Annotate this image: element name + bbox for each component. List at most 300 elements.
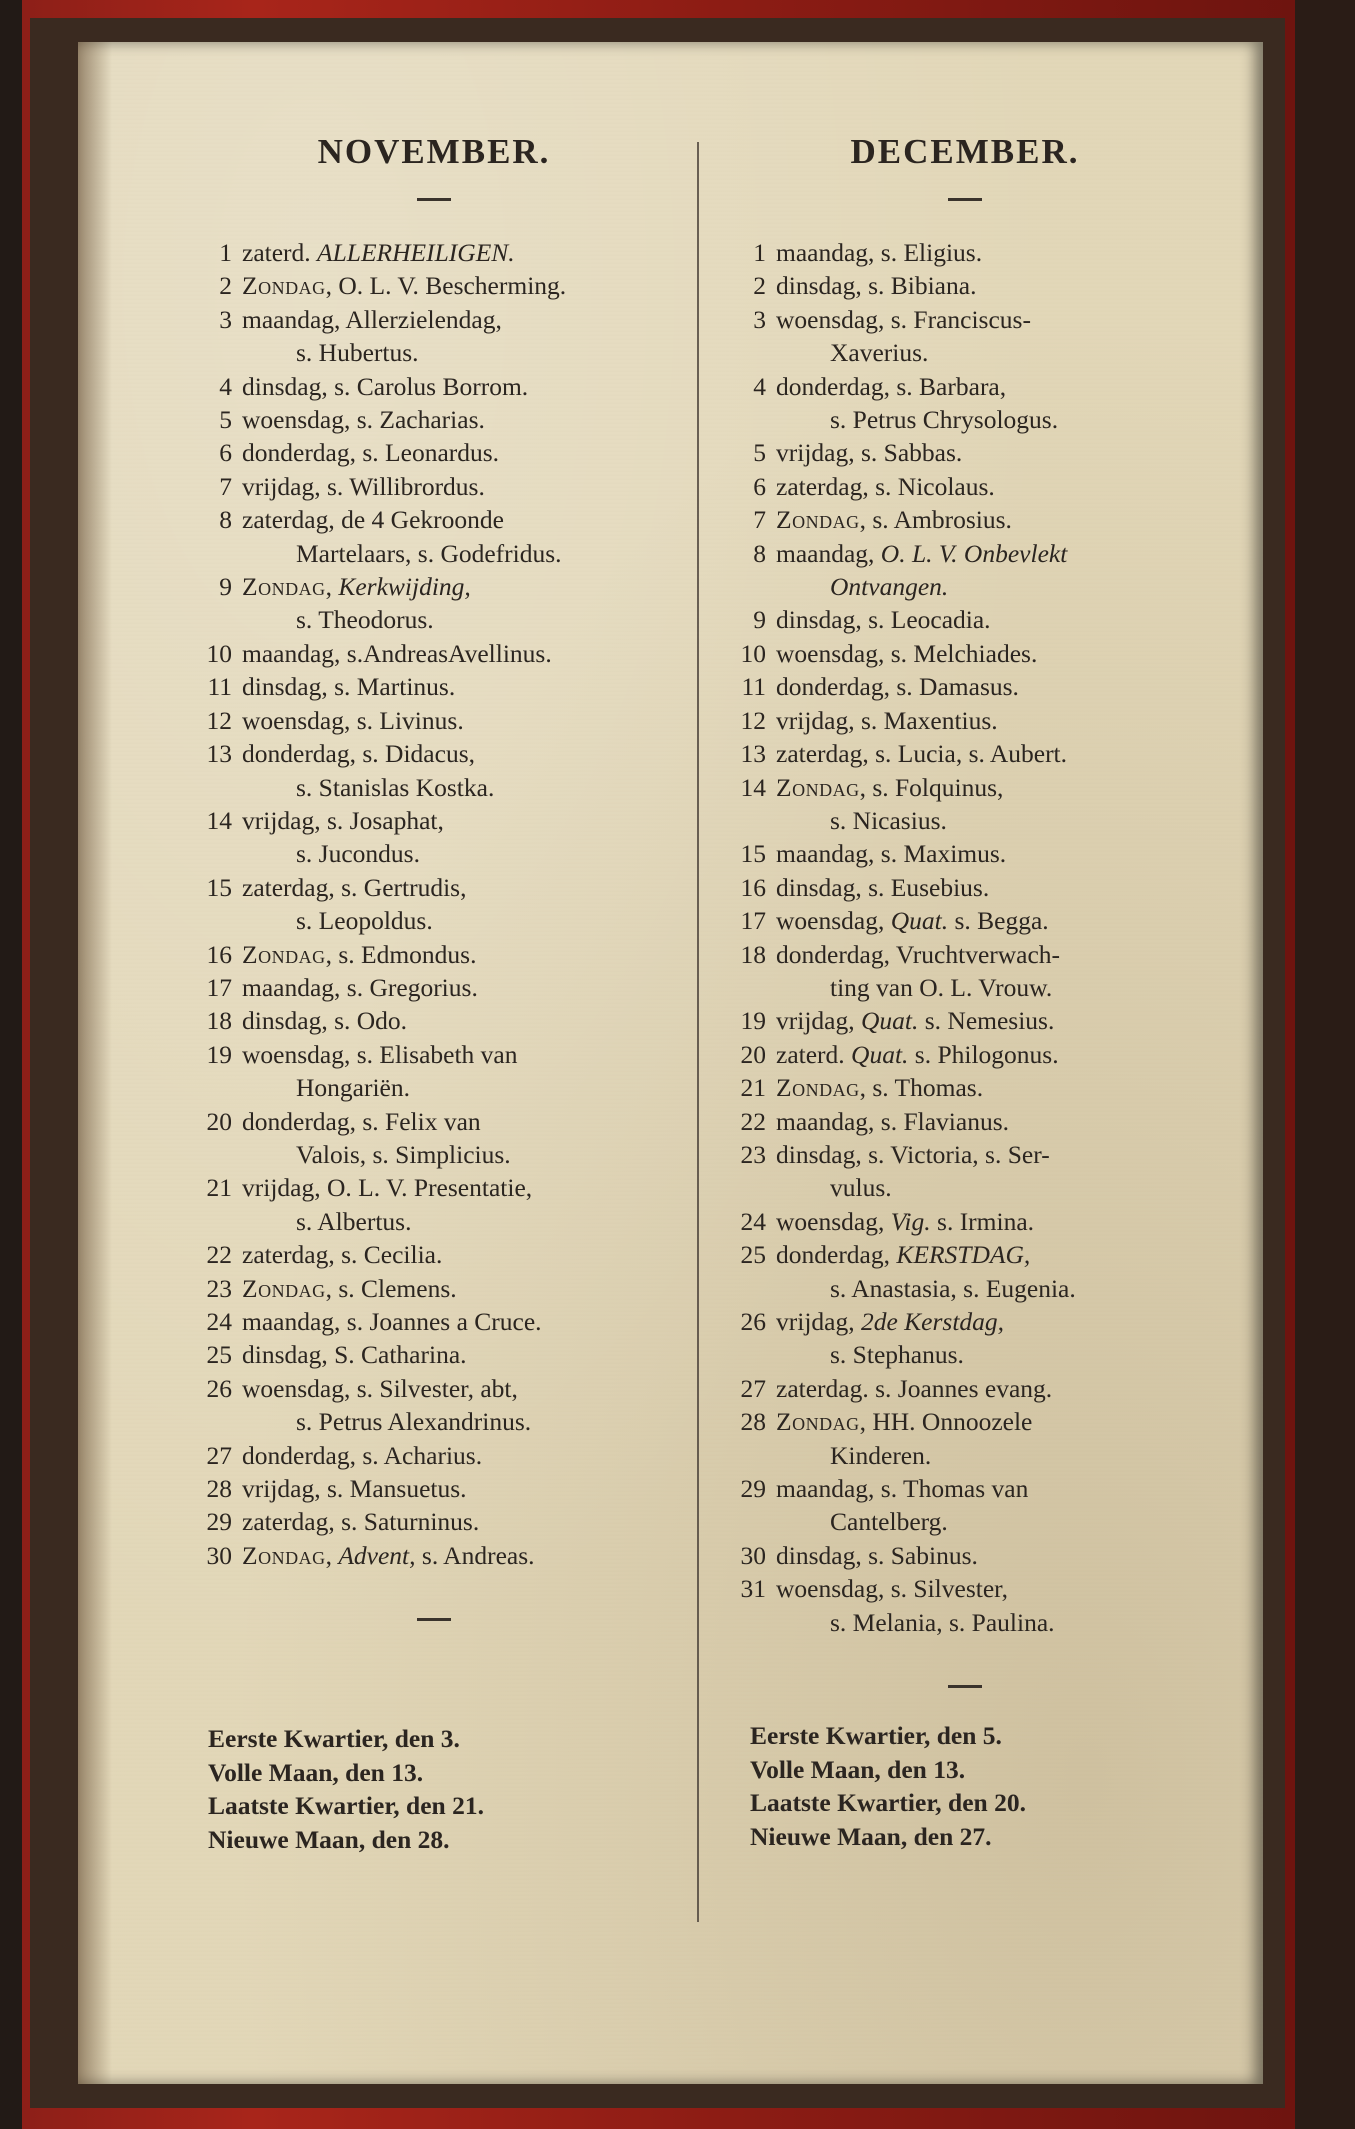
calendar-day-line bbox=[198, 1505, 670, 1538]
entry-text: s. Stephanus. bbox=[830, 1340, 964, 1370]
entry-text: s. Melania, s. Paulina. bbox=[830, 1607, 1055, 1637]
day-number: 19 bbox=[206, 1039, 232, 1069]
entry-text: , s. Clemens. bbox=[325, 1273, 457, 1303]
calendar-day-line bbox=[198, 1205, 670, 1238]
feast-italic: 2de Kerstdag, bbox=[860, 1307, 1005, 1336]
calendar-day-line bbox=[198, 971, 670, 1004]
day-number: 31 bbox=[740, 1574, 766, 1604]
day-entry-text bbox=[242, 269, 670, 302]
weekday-smallcaps: Zondag bbox=[776, 1073, 860, 1103]
entry-text: s. Petrus Chrysologus. bbox=[830, 405, 1059, 435]
weekday-smallcaps: Zondag bbox=[242, 1273, 326, 1303]
entry-text: dinsdag, s. Victoria, s. Ser- bbox=[776, 1139, 1050, 1169]
day-entry-text bbox=[776, 1505, 1198, 1538]
entry-text: s. Albertus. bbox=[296, 1206, 412, 1236]
day-number: 9 bbox=[219, 572, 232, 602]
day-number: 15 bbox=[740, 839, 766, 869]
day-entry-text bbox=[242, 704, 670, 737]
day-entry-text bbox=[776, 336, 1198, 369]
entry-text: woensdag, bbox=[776, 906, 891, 936]
calendar-day-line bbox=[198, 470, 670, 503]
day-entry-text bbox=[776, 1338, 1198, 1371]
entry-text: vrijdag, s. Maxentius. bbox=[776, 705, 998, 735]
page-gutter-shadow bbox=[78, 42, 112, 2084]
entry-text: , s. Folquinus, bbox=[859, 772, 1004, 802]
calendar-day-line bbox=[198, 1238, 670, 1271]
day-number: 21 bbox=[206, 1173, 232, 1203]
entry-text: s. Anastasia, s. Eugenia. bbox=[830, 1273, 1076, 1303]
calendar-day-line bbox=[732, 236, 1198, 269]
day-entry-text bbox=[242, 1439, 670, 1472]
calendar-day-line bbox=[198, 370, 670, 403]
moon-phase-line: Volle Maan, den 13. bbox=[208, 1757, 424, 1787]
entry-text: zaterdag, s. Cecilia. bbox=[242, 1240, 443, 1270]
day-entry-text bbox=[242, 670, 670, 703]
calendar-day-line bbox=[732, 1338, 1198, 1371]
day-number: 17 bbox=[740, 906, 766, 936]
day-entry-text bbox=[776, 570, 1198, 603]
day-number: 2 bbox=[753, 271, 766, 301]
day-number: 27 bbox=[740, 1373, 766, 1403]
day-number: 1 bbox=[753, 238, 766, 267]
book-spine-edge bbox=[1295, 0, 1355, 2129]
entry-text: dinsdag, s. Odo. bbox=[242, 1006, 408, 1036]
entry-text: woensdag, s. Franciscus- bbox=[776, 304, 1031, 334]
weekday-smallcaps: Zondag bbox=[776, 772, 860, 802]
calendar-day-line bbox=[732, 1472, 1198, 1505]
day-entry-text bbox=[776, 1105, 1198, 1138]
day-entry-text bbox=[242, 771, 670, 804]
november-bottom-rule bbox=[198, 1608, 670, 1626]
calendar-day-line bbox=[732, 1539, 1198, 1572]
calendar-day-line bbox=[732, 1205, 1198, 1238]
day-number: 11 bbox=[207, 672, 232, 702]
day-number: 12 bbox=[206, 705, 232, 735]
day-number: 14 bbox=[740, 772, 766, 802]
calendar-day-line bbox=[732, 804, 1198, 837]
calendar-day-line bbox=[198, 938, 670, 971]
day-entry-text bbox=[242, 570, 670, 603]
day-entry-text bbox=[242, 336, 670, 369]
page-content bbox=[198, 132, 1198, 2002]
day-entry-text bbox=[776, 904, 1198, 937]
day-number: 21 bbox=[740, 1073, 766, 1103]
entry-text: , s. Thomas. bbox=[859, 1073, 984, 1103]
day-entry-text bbox=[242, 871, 670, 904]
calendar-day-line bbox=[732, 537, 1198, 570]
calendar-day-line bbox=[732, 938, 1198, 971]
entry-text: s. Begga. bbox=[948, 906, 1049, 936]
moon-phase-line: Laatste Kwartier, den 20. bbox=[750, 1788, 1026, 1818]
entry-text: maandag, s.AndreasAvellinus. bbox=[242, 638, 552, 668]
entry-text: maandag, s. Gregorius. bbox=[242, 972, 478, 1002]
day-entry-text bbox=[776, 1539, 1198, 1572]
day-entry-text bbox=[242, 1372, 670, 1405]
month-columns bbox=[198, 132, 1198, 2002]
entry-text: dinsdag, s. Martinus. bbox=[242, 672, 456, 702]
entry-text: Kinderen. bbox=[830, 1440, 932, 1470]
day-number: 18 bbox=[206, 1006, 232, 1036]
day-number: 7 bbox=[219, 471, 232, 501]
calendar-day-line bbox=[198, 236, 670, 269]
day-entry-text bbox=[242, 938, 670, 971]
november-moon-phases bbox=[198, 1722, 670, 1856]
feast-italic: ALLERHEILIGEN. bbox=[317, 238, 515, 267]
day-entry-text bbox=[776, 1038, 1198, 1071]
calendar-day-line bbox=[198, 1004, 670, 1037]
day-entry-text bbox=[776, 971, 1198, 1004]
feast-italic: Ontvangen. bbox=[830, 572, 949, 602]
entry-text: maandag, s. Maximus. bbox=[776, 839, 1007, 869]
november-spacer bbox=[198, 1652, 670, 1712]
calendar-day-line bbox=[198, 1105, 670, 1138]
feast-italic: O. L. V. Onbevlekt bbox=[880, 538, 1068, 568]
day-number: 2 bbox=[219, 271, 232, 301]
day-entry-text bbox=[776, 503, 1198, 536]
day-number: 10 bbox=[206, 638, 232, 668]
day-entry-text bbox=[242, 303, 670, 336]
day-entry-text bbox=[242, 971, 670, 1004]
calendar-day-line bbox=[198, 1071, 670, 1104]
day-entry-text bbox=[776, 871, 1198, 904]
entry-text: vrijdag, bbox=[776, 1307, 861, 1336]
entry-text: dinsdag, s. Leocadia. bbox=[776, 605, 991, 635]
entry-text: zaterdag, de 4 Gekroonde bbox=[242, 505, 504, 535]
weekday-smallcaps: Zondag bbox=[242, 1540, 326, 1570]
entry-text: donderdag, bbox=[776, 1240, 897, 1270]
day-number: 13 bbox=[206, 739, 232, 769]
day-entry-text bbox=[242, 436, 670, 469]
calendar-day-line bbox=[198, 1171, 670, 1204]
calendar-day-line bbox=[732, 1238, 1198, 1271]
calendar-day-line bbox=[198, 1439, 670, 1472]
entry-text: Martelaars, s. Godefridus. bbox=[296, 538, 562, 568]
feast-italic: KERSTDAG, bbox=[896, 1240, 1031, 1270]
day-entry-text bbox=[242, 737, 670, 770]
calendar-day-line bbox=[198, 804, 670, 837]
day-number: 25 bbox=[206, 1340, 232, 1370]
day-entry-text bbox=[776, 1606, 1198, 1639]
day-number: 9 bbox=[753, 605, 766, 635]
day-entry-text bbox=[242, 1472, 670, 1505]
entry-text: s. Hubertus. bbox=[296, 338, 419, 368]
entry-text: maandag, s. Joannes a Cruce. bbox=[242, 1307, 542, 1336]
entry-text: donderdag, s. Damasus. bbox=[776, 672, 1019, 702]
calendar-day-line bbox=[732, 704, 1198, 737]
day-entry-text bbox=[776, 938, 1198, 971]
day-number: 12 bbox=[740, 705, 766, 735]
day-entry-text bbox=[776, 1205, 1198, 1238]
entry-text: donderdag, s. Felix van bbox=[242, 1106, 481, 1136]
calendar-day-line bbox=[732, 370, 1198, 403]
entry-text: zaterdag, s. Nicolaus. bbox=[776, 471, 995, 501]
moon-phase-line: Eerste Kwartier, den 5. bbox=[750, 1721, 1002, 1751]
day-entry-text bbox=[776, 704, 1198, 737]
calendar-day-line bbox=[198, 570, 670, 603]
day-entry-text bbox=[776, 1238, 1198, 1271]
calendar-day-line bbox=[198, 1405, 670, 1438]
calendar-day-line bbox=[732, 503, 1198, 536]
day-entry-text bbox=[776, 537, 1198, 570]
calendar-day-line bbox=[198, 1338, 670, 1371]
calendar-day-line bbox=[732, 871, 1198, 904]
day-number: 25 bbox=[740, 1240, 766, 1270]
day-entry-text bbox=[242, 603, 670, 636]
calendar-day-line bbox=[732, 904, 1198, 937]
calendar-day-line bbox=[732, 269, 1198, 302]
calendar-day-line bbox=[198, 1272, 670, 1305]
calendar-day-line bbox=[198, 436, 670, 469]
calendar-day-line bbox=[732, 637, 1198, 670]
calendar-day-line bbox=[198, 670, 670, 703]
calendar-day-line bbox=[732, 737, 1198, 770]
moon-phase-line: Eerste Kwartier, den 3. bbox=[208, 1724, 460, 1754]
day-number: 23 bbox=[206, 1273, 232, 1303]
entry-text: woensdag, s. Silvester, abt, bbox=[242, 1373, 518, 1403]
calendar-day-line bbox=[732, 1405, 1198, 1438]
day-number: 22 bbox=[740, 1106, 766, 1136]
day-entry-text bbox=[776, 1372, 1198, 1405]
day-number: 19 bbox=[740, 1006, 766, 1036]
calendar-day-line bbox=[198, 603, 670, 636]
calendar-day-line bbox=[198, 537, 670, 570]
day-entry-text bbox=[776, 1272, 1198, 1305]
entry-text: dinsdag, s. Bibiana. bbox=[776, 271, 977, 301]
calendar-day-line bbox=[732, 971, 1198, 1004]
entry-text: maandag, Allerzielendag, bbox=[242, 304, 502, 334]
day-entry-text bbox=[776, 236, 1198, 269]
moon-phase-line: Laatste Kwartier, den 21. bbox=[208, 1791, 484, 1821]
day-entry-text bbox=[776, 1572, 1198, 1605]
day-number: 7 bbox=[753, 505, 766, 535]
calendar-day-line bbox=[198, 336, 670, 369]
day-entry-text bbox=[776, 1071, 1198, 1104]
entry-text: s. Jucondus. bbox=[296, 839, 420, 869]
entry-text: woensdag, s. Zacharias. bbox=[242, 405, 485, 435]
entry-text: s. Leopoldus. bbox=[296, 906, 433, 936]
day-number: 3 bbox=[219, 304, 232, 334]
entry-text: zaterdag, s. Lucia, s. Aubert. bbox=[776, 739, 1068, 769]
day-entry-text bbox=[242, 1205, 670, 1238]
calendar-day-line bbox=[732, 1272, 1198, 1305]
day-entry-text bbox=[242, 1038, 670, 1071]
calendar-day-line bbox=[732, 670, 1198, 703]
day-number: 29 bbox=[206, 1507, 232, 1537]
calendar-day-line bbox=[198, 1305, 670, 1338]
calendar-day-line bbox=[732, 570, 1198, 603]
entry-text: zaterd. bbox=[776, 1039, 852, 1069]
day-number: 17 bbox=[206, 972, 232, 1002]
day-number: 14 bbox=[206, 805, 232, 835]
calendar-day-line bbox=[732, 1505, 1198, 1538]
calendar-day-line bbox=[732, 1071, 1198, 1104]
entry-text: vrijdag, s. Willibrordus. bbox=[242, 471, 485, 501]
entry-text: vrijdag, bbox=[776, 1006, 861, 1036]
day-entry-text bbox=[776, 771, 1198, 804]
day-number: 5 bbox=[753, 438, 766, 468]
day-entry-text bbox=[242, 403, 670, 436]
december-moon-phases bbox=[732, 1719, 1198, 1853]
day-entry-text bbox=[242, 470, 670, 503]
day-entry-text bbox=[776, 370, 1198, 403]
calendar-day-line bbox=[732, 1171, 1198, 1204]
entry-text: s. Nicasius. bbox=[830, 805, 947, 835]
day-entry-text bbox=[776, 1171, 1198, 1204]
feast-italic: Kerkwijding, bbox=[338, 572, 471, 602]
calendar-day-line bbox=[732, 771, 1198, 804]
feast-italic: Vig. bbox=[890, 1206, 931, 1236]
entry-text: Xaverius. bbox=[830, 338, 929, 368]
entry-text: , s. Ambrosius. bbox=[859, 505, 1012, 535]
entry-text: dinsdag, s. Sabinus. bbox=[776, 1540, 978, 1570]
entry-text: Cantelberg. bbox=[830, 1507, 948, 1537]
moon-phase-line: Volle Maan, den 13. bbox=[750, 1754, 966, 1784]
day-number: 22 bbox=[206, 1240, 232, 1270]
calendar-day-line bbox=[198, 303, 670, 336]
day-number: 18 bbox=[740, 939, 766, 969]
calendar-day-line bbox=[198, 771, 670, 804]
calendar-day-line bbox=[198, 269, 670, 302]
calendar-day-line bbox=[198, 837, 670, 870]
day-number: 8 bbox=[753, 538, 766, 568]
day-number: 5 bbox=[219, 405, 232, 435]
entry-text: , bbox=[325, 572, 339, 602]
day-number: 4 bbox=[219, 371, 232, 401]
day-entry-text bbox=[776, 1138, 1198, 1171]
day-entry-text bbox=[242, 1338, 670, 1371]
day-number: 3 bbox=[753, 304, 766, 334]
day-number: 16 bbox=[206, 939, 232, 969]
day-entry-text bbox=[242, 804, 670, 837]
calendar-day-line bbox=[732, 1305, 1198, 1338]
entry-text: Hongariën. bbox=[296, 1073, 411, 1103]
calendar-day-line bbox=[198, 637, 670, 670]
entry-text: s. Petrus Alexandrinus. bbox=[296, 1407, 532, 1437]
day-entry-text bbox=[242, 1071, 670, 1104]
entry-text: maandag, s. Flavianus. bbox=[776, 1106, 1009, 1136]
calendar-day-line bbox=[732, 603, 1198, 636]
day-entry-text bbox=[242, 837, 670, 870]
day-entry-text bbox=[242, 1539, 670, 1572]
entry-text: vrijdag, s. Josaphat, bbox=[242, 805, 444, 835]
entry-text: donderdag, s. Acharius. bbox=[242, 1440, 483, 1470]
day-entry-text bbox=[776, 1004, 1198, 1037]
day-number: 23 bbox=[740, 1139, 766, 1169]
day-number: 1 bbox=[219, 238, 232, 267]
feast-italic: Advent, bbox=[338, 1540, 416, 1570]
day-number: 11 bbox=[741, 672, 766, 702]
day-number: 20 bbox=[740, 1039, 766, 1069]
day-number: 8 bbox=[219, 505, 232, 535]
calendar-day-line bbox=[198, 704, 670, 737]
entry-text: woensdag, s. Silvester, bbox=[776, 1574, 1008, 1604]
day-number: 6 bbox=[219, 438, 232, 468]
november-day-list bbox=[198, 236, 670, 1572]
entry-text: vulus. bbox=[830, 1173, 892, 1203]
calendar-day-line bbox=[732, 303, 1198, 336]
day-entry-text bbox=[776, 637, 1198, 670]
day-entry-text bbox=[242, 1405, 670, 1438]
weekday-smallcaps: Zondag bbox=[776, 505, 860, 535]
weekday-smallcaps: Zondag bbox=[242, 271, 326, 301]
entry-text: woensdag, bbox=[776, 1206, 891, 1236]
day-number: 28 bbox=[206, 1474, 232, 1504]
calendar-day-line bbox=[198, 871, 670, 904]
november-column bbox=[198, 132, 698, 2002]
entry-text: maandag, s. Thomas van bbox=[776, 1474, 1029, 1504]
entry-text: zaterdag, s. Gertrudis, bbox=[242, 872, 467, 902]
day-number: 4 bbox=[753, 371, 766, 401]
calendar-day-line bbox=[198, 1539, 670, 1572]
entry-text: zaterdag, s. Saturninus. bbox=[242, 1507, 480, 1537]
weekday-smallcaps: Zondag bbox=[242, 939, 326, 969]
day-number: 10 bbox=[740, 638, 766, 668]
november-title: NOVEMBER. bbox=[317, 132, 551, 171]
entry-text: maandag, bbox=[776, 538, 881, 568]
calendar-day-line bbox=[732, 1105, 1198, 1138]
calendar-day-line bbox=[198, 1372, 670, 1405]
entry-text: zaterd. bbox=[242, 238, 318, 267]
entry-text: donderdag, s. Barbara, bbox=[776, 371, 1007, 401]
day-entry-text bbox=[242, 1305, 670, 1338]
entry-text: , HH. Onnoozele bbox=[859, 1407, 1033, 1437]
day-number: 13 bbox=[740, 739, 766, 769]
feast-italic: Quat. bbox=[860, 1006, 919, 1036]
day-entry-text bbox=[776, 804, 1198, 837]
entry-text: woensdag, s. Elisabeth van bbox=[242, 1039, 518, 1069]
entry-text: woensdag, s. Melchiades. bbox=[776, 638, 1038, 668]
day-entry-text bbox=[242, 1171, 670, 1204]
day-entry-text bbox=[242, 537, 670, 570]
december-day-list bbox=[732, 236, 1198, 1639]
weekday-smallcaps: Zondag bbox=[242, 572, 326, 602]
day-entry-text bbox=[242, 370, 670, 403]
day-entry-text bbox=[242, 904, 670, 937]
entry-text: donderdag, s. Didacus, bbox=[242, 739, 475, 769]
feast-italic: Quat. bbox=[851, 1039, 909, 1069]
day-entry-text bbox=[242, 503, 670, 536]
entry-text: maandag, s. Eligius. bbox=[776, 238, 983, 267]
day-entry-text bbox=[776, 1305, 1198, 1338]
day-entry-text bbox=[242, 1004, 670, 1037]
day-entry-text bbox=[776, 436, 1198, 469]
entry-text: vrijdag, s. Mansuetus. bbox=[242, 1474, 467, 1504]
almanac-page bbox=[78, 42, 1263, 2084]
day-number: 27 bbox=[206, 1440, 232, 1470]
day-number: 29 bbox=[740, 1474, 766, 1504]
calendar-day-line bbox=[732, 1004, 1198, 1037]
entry-text: s. Theodorus. bbox=[296, 605, 434, 635]
day-entry-text bbox=[776, 1439, 1198, 1472]
entry-text: , s. Edmondus. bbox=[325, 939, 477, 969]
december-top-rule bbox=[732, 180, 1198, 214]
day-number: 24 bbox=[740, 1206, 766, 1236]
entry-text: dinsdag, s. Eusebius. bbox=[776, 872, 990, 902]
day-number: 15 bbox=[206, 872, 232, 902]
day-entry-text bbox=[242, 1105, 670, 1138]
day-entry-text bbox=[776, 1472, 1198, 1505]
entry-text: , bbox=[325, 1540, 339, 1570]
day-entry-text bbox=[242, 1238, 670, 1271]
entry-text: zaterdag. s. Joannes evang. bbox=[776, 1373, 1053, 1403]
weekday-smallcaps: Zondag bbox=[776, 1407, 860, 1437]
entry-text: s. Philogonus. bbox=[908, 1039, 1059, 1069]
calendar-day-line bbox=[198, 503, 670, 536]
december-column bbox=[698, 132, 1198, 2002]
calendar-day-line bbox=[732, 1606, 1198, 1639]
feast-italic: Quat. bbox=[890, 906, 949, 936]
day-number: 26 bbox=[740, 1307, 766, 1336]
